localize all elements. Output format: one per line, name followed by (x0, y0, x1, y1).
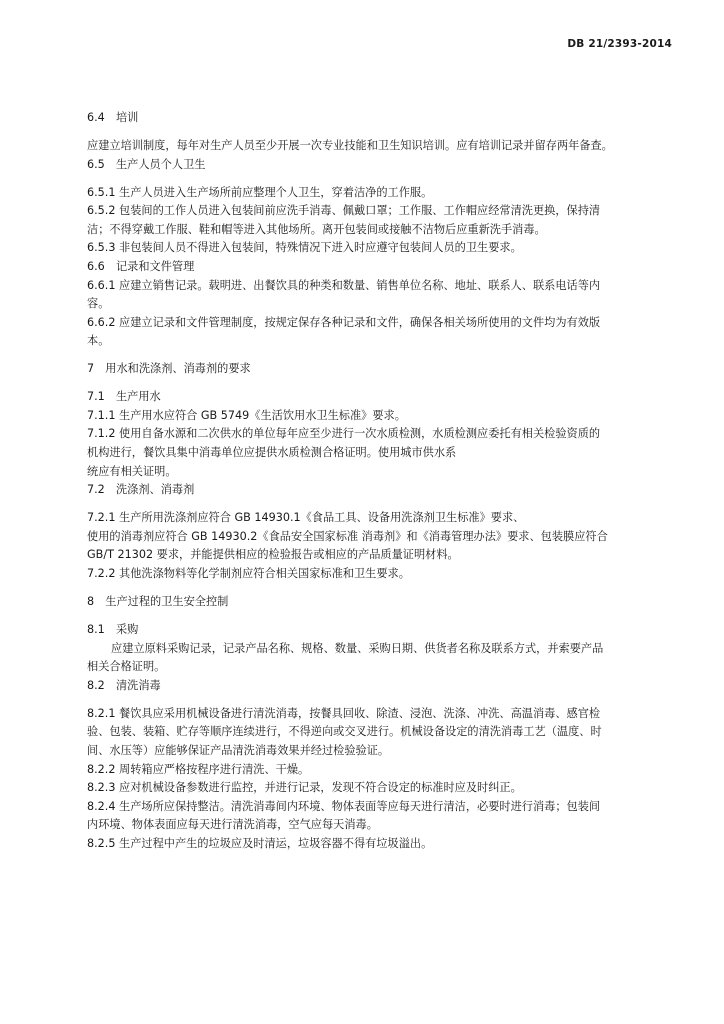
spacer (87, 379, 672, 388)
clause-8-2-2: 8.2.2 周转箱应严格按程序进行清洗、干燥。 (87, 762, 310, 776)
paragraph-line: 应建立培训制度，每年对生产人员至少开展一次专业技能和卫生知识培训。应有培训记录并留存两年备查。 (87, 138, 613, 152)
paragraph-line: GB/T 21302 要求，并能提供相应的检验报告或相应的产品质量证明材料。 (87, 548, 459, 562)
section-heading-8-2: 8.2 清洗消毒 (87, 678, 161, 692)
paragraph-line: 应建立原料采购记录，记录产品名称、规格、数量、采购日期、供货者名称及联系方式，并索要产品 (111, 641, 604, 655)
chapter-heading-8: 8 生产过程的卫生安全控制 (87, 595, 229, 608)
paragraph-line: 容。 (87, 297, 110, 311)
paragraph-line: 机构进行，餐饮具集中消毒单位应提供水质检测合格证明。使用城市供水系 (87, 446, 457, 460)
spacer (87, 584, 672, 593)
clause-6-5-1: 6.5.1 生产人员进入生产场所前应整理个人卫生，穿着洁净的工作服。 (87, 185, 433, 199)
paragraph-line: 验、包装、装箱、贮存等顺序连续进行，不得逆向或交叉进行。机械设备设定的清洗消毒工艺（温度、时 (87, 725, 602, 739)
paragraph-line: 内环境、物体表面应每天进行清洗消毒，空气应每天消毒。 (87, 818, 378, 832)
paragraph-line: 本。 (87, 334, 110, 348)
document-body (87, 109, 672, 854)
clause-7-2-2: 7.2.2 其他洗涤物料等化学制剂应符合相关国家标准和卫生要求。 (87, 567, 410, 581)
paragraph-line: 洁；不得穿戴工作服、鞋和帽等进入其他场所。离开包装间或接触不洁物后应重新洗手消毒。 (87, 222, 546, 236)
clause-6-6-2: 6.6.2 应建立记录和文件管理制度，按规定保存各种记录和文件，确保各相关场所使用的文件均为有效版 (87, 315, 601, 329)
clause-7-2-1: 7.2.1 生产所用洗涤剂应符合 GB 14930.1《食品工具、设备用洗涤剂卫生标准》要求、 (87, 511, 525, 525)
section-heading-8-1: 8.1 采购 (87, 622, 139, 636)
section-heading-6-6: 6.6 记录和文件管理 (87, 259, 195, 273)
paragraph-line: 相关合格证明。 (87, 660, 166, 674)
paragraph-line: 统应有相关证明。 (87, 464, 177, 478)
clause-6-5-3: 6.5.3 非包装间人员不得进入包装间，特殊情况下进入时应遵守包装间人员的卫生要求。 (87, 241, 522, 255)
clause-8-2-5: 8.2.5 生产过程中产生的垃圾应及时清运，垃圾容器不得有垃圾溢出。 (87, 836, 433, 850)
spacer (87, 351, 672, 360)
section-heading-6-5: 6.5 生产人员个人卫生 (87, 157, 206, 171)
section-heading-7-1: 7.1 生产用水 (87, 390, 161, 404)
section-heading-7-2: 7.2 洗涤剂、消毒剂 (87, 483, 195, 497)
section-heading-6-4: 6.4 培训 (87, 111, 139, 124)
spacer (87, 128, 672, 137)
clause-7-1-2: 7.1.2 使用自备水源和二次供水的单位每年应至少进行一次水质检测，水质检测应委托有相关检验资质的 (87, 427, 601, 441)
spacer (87, 174, 672, 183)
spacer (87, 500, 672, 509)
paragraph-line: 间、水压等）应能够保证产品清洗消毒效果并经过检验验证。 (87, 743, 390, 757)
paragraph-line: 使用的消毒剂应符合 GB 14930.2《食品安全国家标准 消毒剂》和《消毒管理办法》要求、包装膜应符合 (87, 529, 608, 543)
clause-8-2-1: 8.2.1 餐饮具应采用机械设备进行清洗消毒，按餐具回收、除渣、浸泡、洗涤、冲洗、高温消毒、感官检 (87, 706, 601, 720)
clause-6-5-2: 6.5.2 包装间的工作人员进入包装间前应洗手消毒、佩戴口罩；工作服、工作帽应经常清洗更换，保持清 (87, 204, 601, 218)
spacer (87, 695, 672, 704)
clause-7-1-1: 7.1.1 生产用水应符合 GB 5749《生活饮用水卫生标准》要求。 (87, 408, 406, 422)
spacer (87, 612, 672, 621)
clause-8-2-3: 8.2.3 应对机械设备参数进行监控，并进行记录，发现不符合设定的标准时应及时纠正。 (87, 781, 522, 795)
clause-6-6-1: 6.6.1 应建立销售记录。载明进、出餐饮具的种类和数量、销售单位名称、地址、联系人、联系电话等内 (87, 278, 601, 292)
chapter-heading-7: 7 用水和洗涤剂、消毒剂的要求 (87, 362, 251, 376)
clause-8-2-4: 8.2.4 生产场所应保持整洁。清洗消毒间内环境、物体表面等应每天进行清洁，必要时进行消毒；包装间 (87, 799, 601, 813)
document-code: DB 21/2393-2014 (567, 38, 672, 50)
